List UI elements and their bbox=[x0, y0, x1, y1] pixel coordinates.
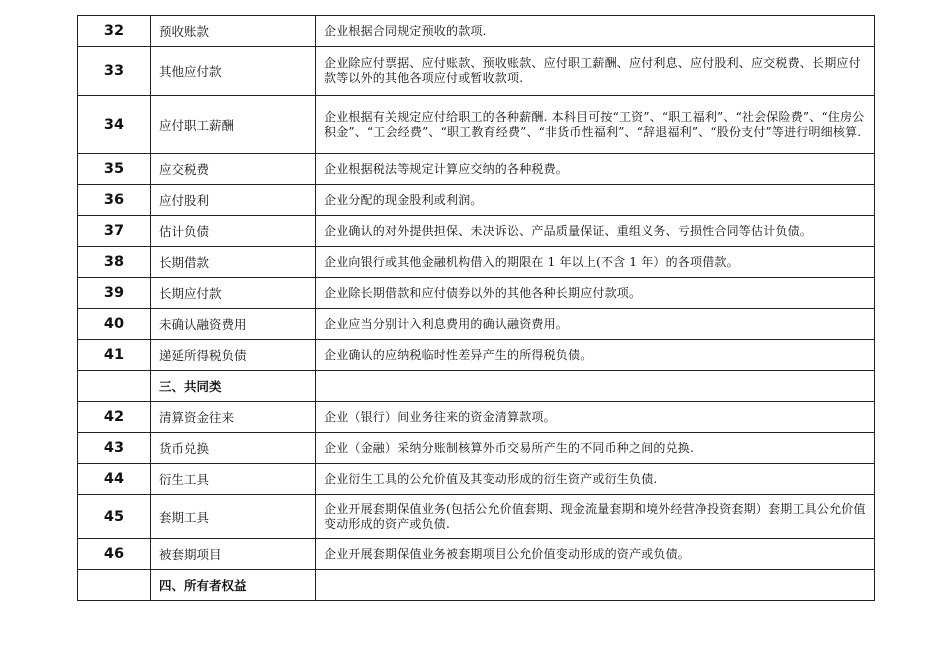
table-row bbox=[78, 247, 875, 278]
account-name: 长期借款 bbox=[151, 247, 316, 278]
row-number: 36 bbox=[78, 185, 151, 216]
account-description: 企业除长期借款和应付债券以外的其他各种长期应付款项。 bbox=[316, 278, 875, 309]
account-description: 企业开展套期保值业务(包括公允价值套期、现金流量套期和境外经营净投资套期）套期工具公允价值变动形成的资产或负债. bbox=[316, 495, 875, 539]
account-name: 长期应付款 bbox=[151, 278, 316, 309]
table-row bbox=[78, 495, 875, 539]
accounts-table bbox=[77, 15, 875, 601]
account-name: 递延所得税负债 bbox=[151, 340, 316, 371]
row-number: 34 bbox=[78, 96, 151, 154]
account-description: 企业确认的应纳税临时性差异产生的所得税负债。 bbox=[316, 340, 875, 371]
account-description: 企业除应付票据、应付账款、预收账款、应付职工薪酬、应付利息、应付股利、应交税费、长期应付款等以外的其他各项应付或暂收款项. bbox=[316, 47, 875, 96]
account-name: 三、共同类 bbox=[151, 371, 316, 402]
row-number bbox=[78, 371, 151, 402]
account-name: 其他应付款 bbox=[151, 47, 316, 96]
row-number: 42 bbox=[78, 402, 151, 433]
account-description: 企业开展套期保值业务被套期项目公允价值变动形成的资产或负债。 bbox=[316, 539, 875, 570]
table-row bbox=[78, 47, 875, 96]
account-name: 应付股利 bbox=[151, 185, 316, 216]
row-number bbox=[78, 570, 151, 601]
table-row bbox=[78, 464, 875, 495]
account-description: 企业衍生工具的公允价值及其变动形成的衍生资产或衍生负债. bbox=[316, 464, 875, 495]
table-row bbox=[78, 278, 875, 309]
table-row bbox=[78, 309, 875, 340]
account-name: 衍生工具 bbox=[151, 464, 316, 495]
account-description: 企业（银行）间业务往来的资金清算款项。 bbox=[316, 402, 875, 433]
row-number: 35 bbox=[78, 154, 151, 185]
row-number: 46 bbox=[78, 539, 151, 570]
account-name: 应付职工薪酬 bbox=[151, 96, 316, 154]
row-number: 38 bbox=[78, 247, 151, 278]
account-name: 未确认融资费用 bbox=[151, 309, 316, 340]
table-row bbox=[78, 340, 875, 371]
account-name: 估计负债 bbox=[151, 216, 316, 247]
account-description bbox=[316, 570, 875, 601]
account-name: 套期工具 bbox=[151, 495, 316, 539]
account-name: 应交税费 bbox=[151, 154, 316, 185]
table-row bbox=[78, 539, 875, 570]
accounts-table-body bbox=[78, 16, 875, 601]
account-description: 企业根据合同规定预收的款项. bbox=[316, 16, 875, 47]
row-number: 37 bbox=[78, 216, 151, 247]
row-number: 40 bbox=[78, 309, 151, 340]
row-number: 45 bbox=[78, 495, 151, 539]
account-name: 四、所有者权益 bbox=[151, 570, 316, 601]
account-description bbox=[316, 371, 875, 402]
account-description: 企业（金融）采纳分账制核算外币交易所产生的不同币种之间的兑换. bbox=[316, 433, 875, 464]
account-description: 企业根据税法等规定计算应交纳的各种税费。 bbox=[316, 154, 875, 185]
table-row bbox=[78, 96, 875, 154]
account-name: 被套期项目 bbox=[151, 539, 316, 570]
account-name: 清算资金往来 bbox=[151, 402, 316, 433]
account-description: 企业应当分别计入利息费用的确认融资费用。 bbox=[316, 309, 875, 340]
table-row bbox=[78, 185, 875, 216]
row-number: 39 bbox=[78, 278, 151, 309]
table-row bbox=[78, 433, 875, 464]
account-name: 预收账款 bbox=[151, 16, 316, 47]
table-row bbox=[78, 16, 875, 47]
row-number: 43 bbox=[78, 433, 151, 464]
account-description: 企业分配的现金股利或利润。 bbox=[316, 185, 875, 216]
table-row bbox=[78, 402, 875, 433]
section-row bbox=[78, 371, 875, 402]
section-row bbox=[78, 570, 875, 601]
row-number: 44 bbox=[78, 464, 151, 495]
row-number: 32 bbox=[78, 16, 151, 47]
table-row bbox=[78, 216, 875, 247]
row-number: 41 bbox=[78, 340, 151, 371]
row-number: 33 bbox=[78, 47, 151, 96]
table-row bbox=[78, 154, 875, 185]
account-description: 企业确认的对外提供担保、未决诉讼、产品质量保证、重组义务、亏损性合同等估计负债。 bbox=[316, 216, 875, 247]
account-description: 企业根据有关规定应付给职工的各种薪酬. 本科目可按“工资”、“职工福利”、“社会保险费”、“住房公积金”、“工会经费”、“职工教育经费”、“非货币性福利”、“辞退福利”、“股份支付”等进行明细核算. bbox=[316, 96, 875, 154]
account-name: 货币兑换 bbox=[151, 433, 316, 464]
account-description: 企业向银行或其他金融机构借入的期限在 1 年以上(不含 1 年）的各项借款。 bbox=[316, 247, 875, 278]
